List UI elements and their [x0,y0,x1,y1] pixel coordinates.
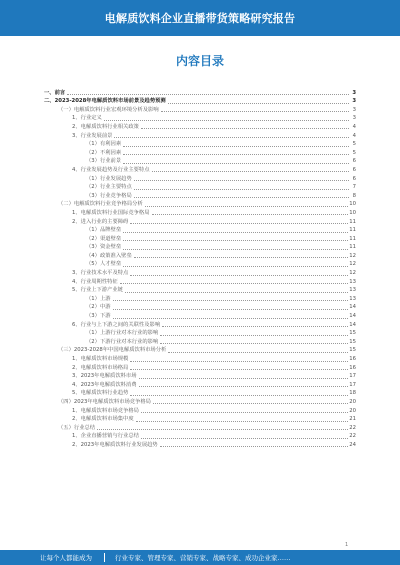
toc-entry-label: 1、电解质饮料行业国际竞争格局 [72,209,150,216]
toc-dot-leader [113,300,349,301]
toc-dot-leader [136,421,349,422]
toc-entry-label: （2）下游行业对本行业的影响 [86,338,159,345]
toc-entry[interactable] [44,277,356,286]
toc-entry-page: 11 [349,244,356,251]
toc-entry[interactable] [44,88,356,97]
toc-entry-page: 15 [349,330,356,337]
toc-entry-label: 2、进入行业的主要障碍 [72,218,129,225]
toc-entry-page: 15 [349,347,356,354]
toc-title: 内容目录 [175,54,224,68]
toc-entry[interactable] [44,406,356,415]
toc-entry-page: 20 [349,398,356,405]
toc-entry[interactable] [44,140,356,149]
toc-entry-label: 3、行业技术水平及特点 [72,270,129,277]
toc-entry[interactable] [44,354,356,363]
toc-entry-page: 5 [352,141,356,148]
toc-entry-page: 3 [352,115,356,122]
toc-entry[interactable] [44,303,356,312]
toc-entry-page: 4 [352,123,356,130]
toc-entry-label: 1、行业定义 [72,115,102,122]
toc-entry-label: 2、电解质饮料行业相关政策 [72,123,139,130]
toc-entry-label: 一、前言 [44,89,66,96]
footer-divider [104,553,105,562]
toc-entry[interactable] [44,114,356,123]
toc-dot-leader [104,120,349,121]
toc-dot-leader [130,361,348,362]
toc-dot-leader [139,386,349,387]
toc-entry-page: 14 [349,304,356,311]
toc-entry-page: 20 [349,407,356,414]
toc-entry[interactable] [44,226,356,235]
toc-entry[interactable] [44,363,356,372]
toc-dot-leader [141,438,348,439]
toc-dot-leader [152,171,349,172]
toc-entry-page: 15 [349,338,356,345]
toc-dot-leader [123,249,348,250]
toc-dot-leader [153,403,348,404]
toc-entry-label: 2、电解质饮料市场格局 [72,364,129,371]
toc-entry-label: （1）上游行业对本行业的影响 [86,330,159,337]
report-header-banner [0,0,400,36]
toc-entry[interactable] [44,243,356,252]
toc-entry[interactable] [44,183,356,192]
toc-entry-label: 6、行业与上下游之间的关联性及影响 [72,321,161,328]
toc-entry-label: （3）行业竞争格局 [86,192,132,199]
toc-entry-page: 17 [349,381,356,388]
toc-entry-label: （4）政策准入壁垒 [86,252,132,259]
toc-entry[interactable] [44,251,356,260]
toc-entry[interactable] [44,122,356,131]
toc-entry[interactable] [44,174,356,183]
table-of-contents [44,88,356,449]
toc-entry-page: 13 [349,295,356,302]
toc-dot-leader [141,412,348,413]
toc-entry[interactable] [44,423,356,432]
toc-entry-label: 1、电解质饮料市场规模 [72,356,129,362]
toc-entry[interactable] [44,320,356,329]
toc-entry-label: （一）电解质饮料行业宏观环境分析及影响 [58,106,159,113]
toc-entry-page: 6 [352,175,356,182]
toc-dot-leader [160,343,348,344]
toc-entry[interactable] [44,268,356,277]
toc-entry[interactable] [44,346,356,355]
toc-entry-page: 7 [352,184,356,191]
toc-entry[interactable] [44,165,356,174]
toc-entry[interactable] [44,200,356,209]
footer-slogan: 让每个人都能成为 [40,554,92,562]
toc-entry-label: 4、行业周期性特征 [72,278,118,285]
toc-entry-label: （2）中游 [86,304,111,311]
toc-dot-leader [130,275,348,276]
toc-entry-page: 4 [352,132,356,139]
toc-entry-page: 13 [349,278,356,285]
toc-entry[interactable] [44,294,356,303]
toc-dot-leader [134,180,349,181]
toc-entry-page: 8 [352,192,356,199]
toc-entry-label: （五）行业总结 [58,424,96,431]
toc-entry[interactable] [44,131,356,140]
toc-entry-page: 14 [349,313,356,320]
footer-banner [0,550,400,565]
toc-dot-leader [97,429,348,430]
toc-dot-leader [113,309,349,310]
toc-entry-label: （3）资金壁垒 [86,244,122,251]
toc-dot-leader [67,94,349,95]
toc-dot-leader [168,352,348,353]
toc-entry[interactable] [44,329,356,338]
toc-entry[interactable] [44,380,356,389]
toc-entry-page: 6 [352,166,356,173]
toc-entry-label: （1）上游 [86,295,111,302]
toc-entry-page: 12 [349,270,356,277]
toc-entry-label: 5、电解质饮料行业趋势 [72,390,129,397]
toc-entry[interactable] [44,97,356,106]
toc-entry-page: 17 [349,373,356,380]
toc-entry-label: 二、2023-2028年电解质饮料市场前景及趋势预测 [44,98,166,105]
toc-dot-leader [125,292,348,293]
toc-entry-label: （1）有利因素 [86,141,122,148]
toc-dot-leader [134,197,349,198]
toc-entry-page: 11 [349,218,356,225]
toc-entry[interactable] [44,105,356,114]
toc-dot-leader [162,326,348,327]
toc-dot-leader [161,111,349,112]
toc-entry-label: （2）行业主要特点 [86,184,132,191]
toc-dot-leader [160,446,349,447]
toc-entry[interactable] [44,397,356,406]
toc-entry[interactable] [44,432,356,441]
toc-entry-label: （2）渠道壁垒 [86,235,122,242]
toc-dot-leader [123,154,349,155]
toc-dot-leader [145,206,348,207]
toc-dot-leader [123,232,348,233]
toc-entry[interactable] [44,260,356,269]
toc-entry-page: 10 [349,201,356,208]
footer-tagline: 行业专家、管理专家、营销专家、战略专家、成功企业家…… [115,554,291,562]
toc-dot-leader [130,369,348,370]
report-title: 电解质饮料企业直播带货策略研究报告 [104,12,296,25]
toc-entry[interactable] [44,157,356,166]
toc-dot-leader [160,335,348,336]
toc-entry-label: 4、2023年电解质饮料消费 [72,381,137,388]
toc-entry[interactable] [44,372,356,381]
toc-entry-page: 14 [349,321,356,328]
toc-entry-label: 3、2023年电解质饮料市场 [72,373,137,380]
toc-entry-page: 6 [352,158,356,165]
toc-entry[interactable] [44,148,356,157]
toc-entry[interactable] [44,234,356,243]
toc-entry-page: 11 [349,227,356,234]
toc-entry[interactable] [44,337,356,346]
toc-entry[interactable] [44,191,356,200]
toc-entry-label: 3、行业发展前景 [72,132,113,139]
toc-dot-leader [113,318,349,319]
toc-entry-label: （二）电解质饮料行业竞争格局分析 [58,201,143,208]
toc-dot-leader [139,378,349,379]
toc-entry-label: 4、行业发展趋势及行业主要特点 [72,166,150,173]
toc-dot-leader [123,146,349,147]
toc-entry-page: 5 [352,149,356,156]
toc-entry-label: （1）行业发展趋势 [86,175,132,182]
toc-dot-leader [168,103,349,104]
toc-entry-page: 12 [349,261,356,268]
toc-entry-page: 24 [349,441,356,448]
toc-dot-leader [134,257,349,258]
toc-entry-label: 1、企业直播营销与行业总结 [72,433,139,440]
toc-entry-label: （3）行业前景 [86,158,122,165]
toc-entry-page: 10 [349,209,356,216]
toc-entry[interactable] [44,208,356,217]
toc-entry[interactable] [44,217,356,226]
toc-entry-page: 11 [349,235,356,242]
toc-entry-page: 13 [349,287,356,294]
toc-entry-page: 12 [349,252,356,259]
toc-entry-page: 22 [349,424,356,431]
toc-entry-page: 21 [349,416,356,423]
toc-dot-leader [130,395,348,396]
toc-entry-page: 18 [349,390,356,397]
toc-dot-leader [134,189,349,190]
toc-entry-label: （5）人才壁垒 [86,261,122,268]
toc-entry[interactable] [44,311,356,320]
toc-dot-leader [130,223,348,224]
toc-entry-label: （三）2023-2028年中国电解质饮料市场分析 [58,347,167,354]
toc-entry-label: 2、电解质饮料市场集中度 [72,416,134,423]
toc-dot-leader [123,240,348,241]
toc-dot-leader [141,128,349,129]
toc-entry-page: 3 [352,98,356,105]
toc-entry-page: 3 [352,89,356,96]
toc-entry[interactable] [44,389,356,398]
toc-entry-label: 2、2023年电解质饮料行业发展趋势 [72,441,158,448]
toc-entry[interactable] [44,440,356,449]
toc-entry-label: （2）不利因素 [86,149,122,156]
toc-entry-label: （3）下游 [86,313,111,320]
toc-entry-label: 1、电解质饮料市场竞争格局 [72,407,139,414]
toc-entry-page: 16 [349,356,356,362]
toc-entry-page: 3 [352,106,356,113]
toc-dot-leader [123,163,349,164]
toc-entry[interactable] [44,286,356,295]
toc-dot-leader [123,266,348,267]
toc-entry-label: 5、行业上下游产业链 [72,287,124,294]
toc-entry-page: 22 [349,433,356,440]
toc-dot-leader [152,214,349,215]
toc-entry-label: （四）2023年电解质饮料市场竞争格局 [58,398,151,405]
toc-dot-leader [120,283,349,284]
toc-entry-page: 16 [349,364,356,371]
toc-entry[interactable] [44,415,356,424]
page-number: 1 [345,542,349,548]
toc-dot-leader [114,137,349,138]
toc-entry-label: （1）品牌壁垒 [86,227,122,234]
